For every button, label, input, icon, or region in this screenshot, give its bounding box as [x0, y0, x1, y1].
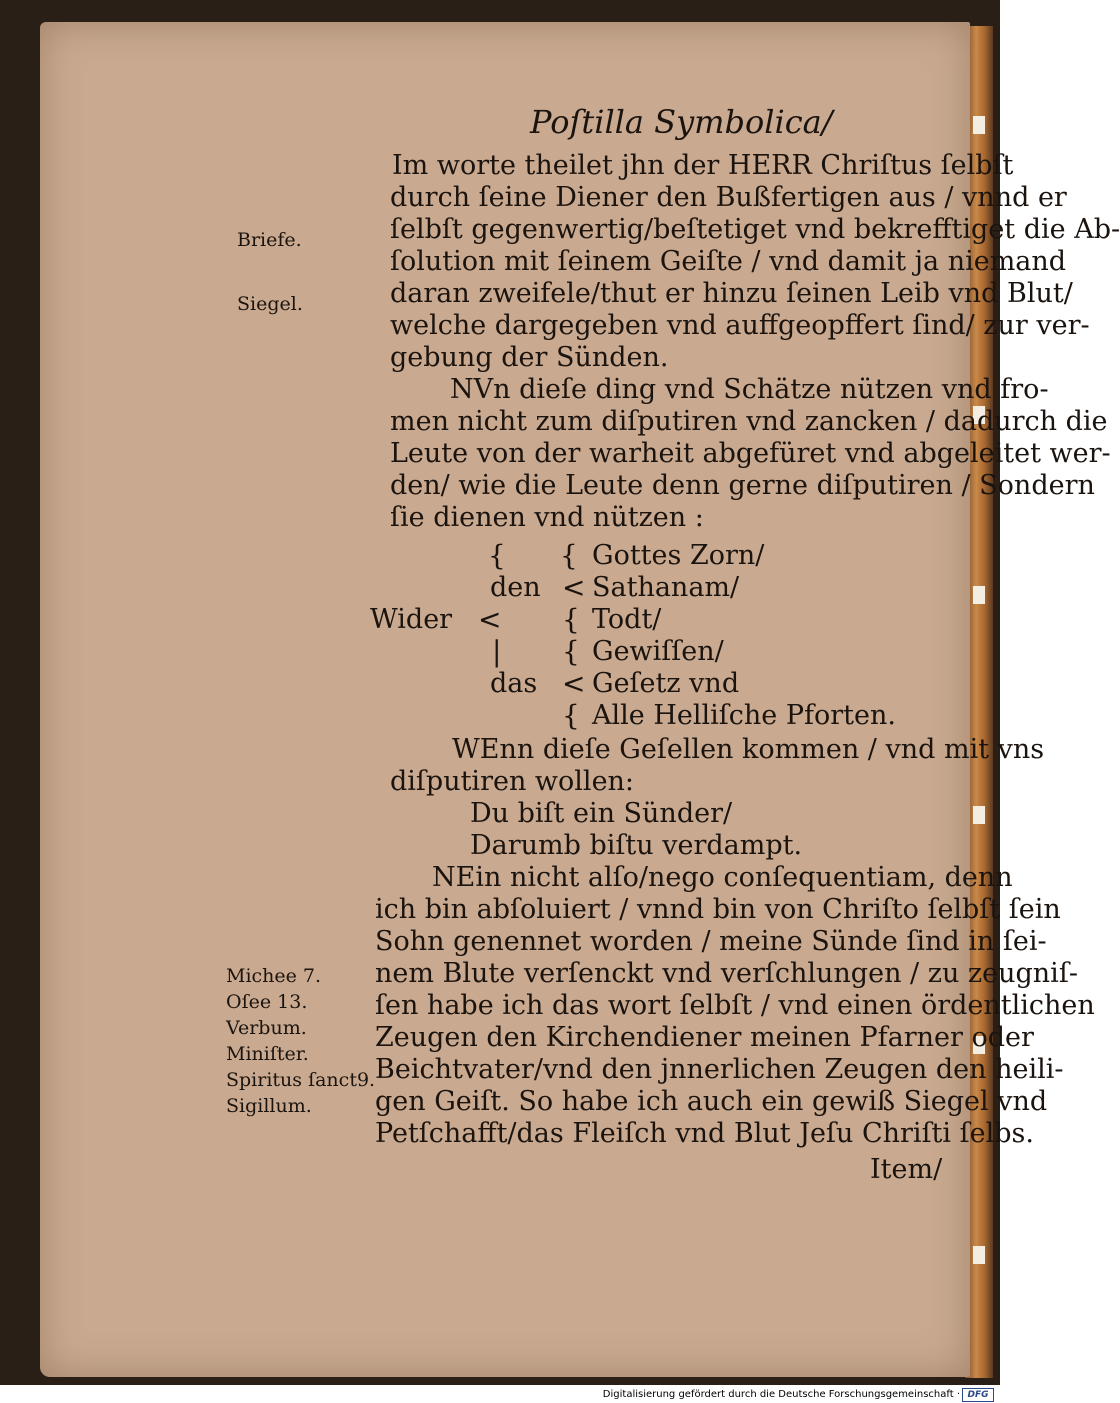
text-line: durch ſeine Diener den Bußfertigen aus / vnnd er	[390, 182, 1067, 213]
text-line: NEin nicht alſo/nego conſequentiam, denn	[432, 862, 1013, 893]
scheme-label-wider: Wider	[370, 604, 453, 635]
text-line: Im worte theilet jhn der HERR Chriſtus ſelbſt	[392, 150, 1014, 181]
text-line: diſputiren wollen:	[390, 766, 635, 797]
text-line: ſie dienen vnd nützen :	[390, 502, 704, 533]
text-line: Zeugen den Kirchendiener meinen Pfarner oder	[375, 1022, 1034, 1053]
text-line: Darumb biſtu verdampt.	[470, 830, 803, 861]
scheme-item: Gewiſſen/	[592, 636, 724, 667]
text-line: WEnn dieſe Geſellen kommen / vnd mit vns	[452, 734, 1045, 765]
margin-note: Briefe.	[237, 229, 302, 251]
text-line: Leute von der warheit abgefüret vnd abgeleitet wer-	[390, 438, 1111, 469]
text-line: Du biſt ein Sünder/	[470, 798, 733, 829]
text-line: welche dargegeben vnd auffgeopffert ſind/ zur ver-	[390, 310, 1090, 341]
dfg-logo-icon: DFG	[962, 1388, 994, 1402]
margin-note: Miniſter.	[226, 1043, 309, 1065]
text-line: daran zweifele/thut er hinzu ſeinen Leib vnd Blut/	[390, 278, 1073, 309]
scheme-item: Sathanam/	[592, 572, 740, 603]
text-line: NVn dieſe ding vnd Schätze nützen vnd fro-	[450, 374, 1049, 405]
scheme-label-den: den	[490, 572, 541, 603]
text-line: ſen habe ich das wort ſelbſt / vnd einen ördentlichen	[375, 990, 1095, 1021]
text-line: gebung der Sünden.	[390, 342, 669, 373]
margin-note: Michee 7.	[226, 965, 322, 987]
credit-line: Digitalisierung gefördert durch die Deutsche Forschungsgemeinschaft ·	[602, 1389, 960, 1400]
catchword: Item/	[870, 1154, 943, 1185]
text-line: ſolution mit ſeinem Geiſte / vnd damit ja niemand	[390, 246, 1067, 277]
scheme-item: Geſetz vnd	[592, 668, 740, 699]
text-line: Beichtvater/vnd den jnnerlichen Zeugen den heili-	[375, 1054, 1064, 1085]
text-line: men nicht zum diſputiren vnd zancken / dadurch die	[390, 406, 1108, 437]
scheme-item: Gottes Zorn/	[592, 540, 765, 571]
text-line: nem Blute verſenckt vnd verſchlungen / zu zeugniſ-	[375, 958, 1078, 989]
margin-note: Siegel.	[237, 293, 303, 315]
margin-note: Oſee 13.	[226, 991, 308, 1013]
text-line: ich bin abſoluiert / vnnd bin von Chriſto ſelbſt ſein	[375, 894, 1061, 925]
text-line: Sohn genennet worden / meine Sünde ſind in ſei-	[375, 926, 1047, 957]
margin-note: Sigillum.	[226, 1095, 312, 1117]
text-line: ſelbſt gegenwertig/beſtetiget vnd bekrefftiget die Ab-	[390, 214, 1120, 245]
book-page: Poſtilla Symbolica/ Briefe. Siegel. Michee 7. Oſee 13. Verbum. Miniſter. Spiritus ſanct9. Sigillum. Im worte theilet jhn der HERR Chriſtus ſelbſt durch ſeine Diener den Bußfertigen aus / vnnd er ſelbſt gegenwertig/beſtetiget vnd bekrefftiget die Ab- ſolution mit ſeinem Geiſte / vnd damit ja niemand daran zweifele/thut er hinzu ſeinen Leib vnd Blut/ welche dargegeben vnd auffgeopffert ſind/ zur ver- gebung der Sünden. NVn dieſe ding vnd Schätze nützen vnd fro- men nicht zum diſputiren vnd zancken / dadurch die Leute von der warheit abgefüret vnd abgeleitet wer- den/ wie die Leute denn gerne diſputiren / Sondern ſie dienen vnd nützen : { { den < Wider < { | { das < { Gottes Zorn/ Sathanam/ Todt/ Gewiſſen/ Geſetz vnd Alle Helliſche Pforten. WEnn dieſe Geſellen kommen / vnd mit vns diſputiren wollen: Du biſt ein Sünder/ Darumb biſtu verdampt. NEin nicht alſo/nego conſequentiam, denn ich bin abſoluiert / vnnd bin von Chriſto ſelbſt ſein Sohn genennet worden / meine Sünde ſind in ſei- nem Blute verſenckt vnd verſchlungen / zu zeugniſ- ſen habe ich das wort ſelbſt / vnd einen ördentlichen Zeugen den Kirchendiener meinen Pfarner oder Beichtvater/vnd den jnnerlichen Zeugen den heili- gen Geiſt. So habe ich auch ein gewiß Siegel vnd Petſchafft/das Fleiſch vnd Blut Jeſu Chriſti ſelbs. Item/	[40, 22, 970, 1377]
running-title: Poſtilla Symbolica/	[530, 103, 833, 141]
text-line: den/ wie die Leute denn gerne diſputiren / Sondern	[390, 470, 1095, 501]
scheme-label-das: das	[490, 668, 538, 699]
text-line: Petſchafft/das Fleiſch vnd Blut Jeſu Chriſti ſelbs.	[375, 1118, 1034, 1149]
margin-note: Verbum.	[226, 1017, 307, 1039]
text-line: gen Geiſt. So habe ich auch ein gewiß Siegel vnd	[375, 1086, 1048, 1117]
scheme-item: Alle Helliſche Pforten.	[592, 700, 896, 731]
scheme-item: Todt/	[592, 604, 662, 635]
margin-note: Spiritus ſanct9.	[226, 1069, 376, 1091]
